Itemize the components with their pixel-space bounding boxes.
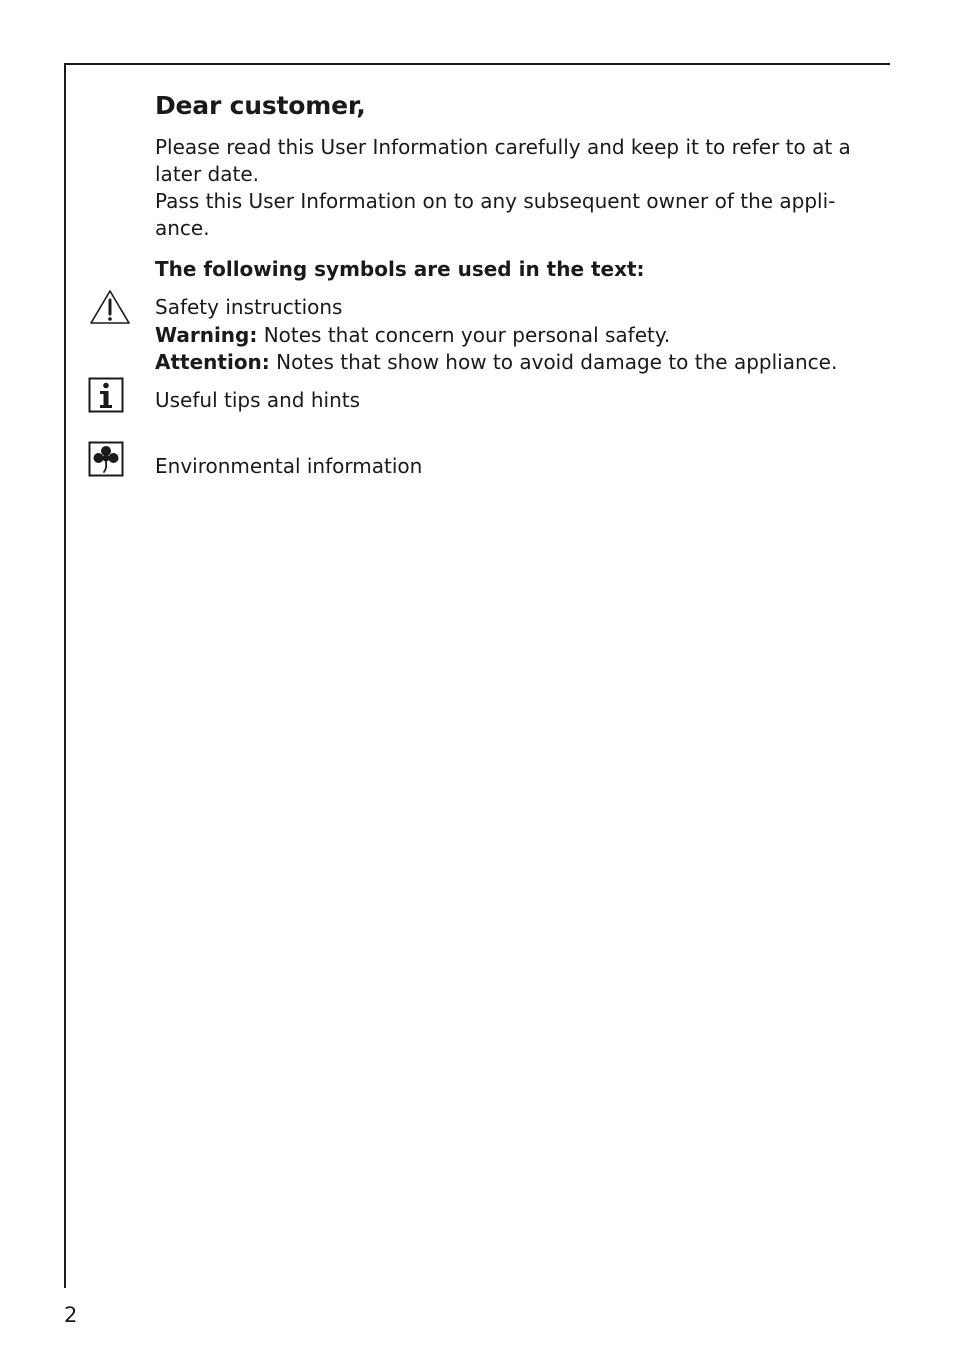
page-number: 2 bbox=[64, 1303, 78, 1327]
symbol-safety bbox=[155, 294, 865, 377]
clover-icon bbox=[88, 441, 124, 485]
warning-label: Warning: bbox=[155, 322, 258, 347]
attention-text: Notes that show how to avoid damage to the appliance. bbox=[269, 350, 838, 374]
warning-note bbox=[155, 322, 865, 350]
warning-triangle-icon bbox=[88, 288, 132, 336]
symbol-environment bbox=[155, 453, 865, 481]
intro-line-2: Pass this User Information on to any subsequent owner of the appliance. bbox=[155, 189, 836, 240]
attention-label: Attention: bbox=[155, 350, 270, 374]
warning-text: Notes that concern your personal safety. bbox=[257, 322, 671, 347]
page-content bbox=[155, 88, 865, 481]
intro-text bbox=[155, 134, 865, 242]
frame-left-rule bbox=[64, 63, 66, 1288]
symbols-heading: The following symbols are used in the text: bbox=[155, 257, 645, 281]
intro-line-1: Please read this User Information carefully and keep it to refer to at a later date. bbox=[155, 135, 851, 186]
symbol-tips bbox=[155, 387, 865, 415]
attention-note bbox=[155, 349, 865, 377]
page-title: Dear customer, bbox=[155, 91, 366, 120]
environment-title: Environmental information bbox=[155, 454, 423, 478]
frame-top-rule bbox=[64, 63, 890, 65]
safety-title: Safety instructions bbox=[155, 295, 343, 319]
info-icon bbox=[88, 377, 124, 421]
tips-title: Useful tips and hints bbox=[155, 387, 361, 412]
